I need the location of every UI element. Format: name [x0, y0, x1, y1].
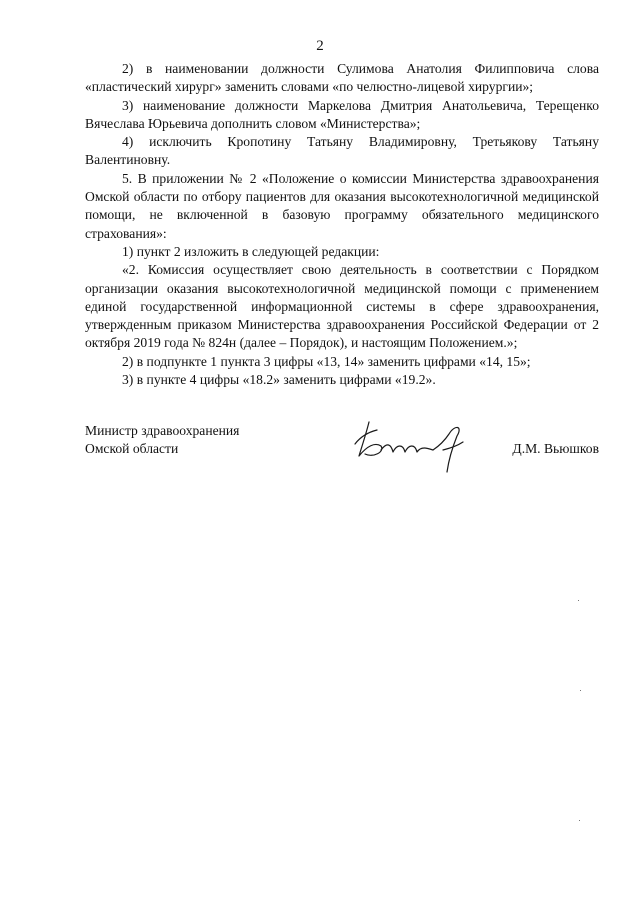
signatory-title-line-1: Министр здравоохранения	[85, 423, 240, 438]
scan-speck	[579, 820, 580, 821]
page-number: 2	[316, 38, 324, 54]
signatory-title	[85, 422, 239, 459]
paragraph-item-4: 4) исключить Кропотину Татьяну Владимировну, Третьякову Татьяну Валентиновну.	[85, 134, 599, 168]
paragraph-clause-5: 5. В приложении № 2 «Положение о комиссии Министерства здравоохранения Омской области по отбору пациентов для оказания высокотехнологичной медицинской помощи, не включенной в базовую программу обязательного медицинского страхования»:	[85, 170, 599, 241]
paragraph-item-3: 3) наименование должности Маркелова Дмитрия Анатольевича, Терещенко Вячеслава Юрьевича дополнить словом «Министерства»;	[85, 97, 599, 131]
scan-speck	[580, 690, 581, 691]
paragraph-subitem-3: 3) в пункте 4 цифры «18.2» заменить цифрами «19.2».	[122, 372, 436, 388]
paragraph-quoted-clause: «2. Комиссия осуществляет свою деятельность в соответствии с Порядком организации оказания высокотехнологичной медицинской помощи с применением единой государственной информационной системы в сфере здравоохранения, утвержденным приказом Министерства здравоохранения Российской Федерации от 2 октября 2019 года № 824н (далее – Порядок), и настоящим Положением.»;	[85, 262, 599, 351]
paragraph-subitem-2: 2) в подпункте 1 пункта 3 цифры «13, 14» заменить цифрами «14, 15»;	[122, 353, 531, 369]
handwritten-signature-icon	[347, 416, 477, 476]
document-body	[85, 60, 599, 389]
signatory-title-line-2: Омской области	[85, 441, 179, 457]
paragraph-item-2: 2) в наименовании должности Сулимова Анатолия Филипповича слова «пластический хирург» заменить словами «по челюстно-лицевой хирургии»;	[85, 61, 599, 95]
signature-block	[85, 422, 599, 472]
scan-speck	[578, 600, 579, 601]
signatory-name: Д.М. Вьюшков	[512, 441, 599, 456]
paragraph-subitem-1: 1) пункт 2 изложить в следующей редакции:	[122, 243, 380, 259]
